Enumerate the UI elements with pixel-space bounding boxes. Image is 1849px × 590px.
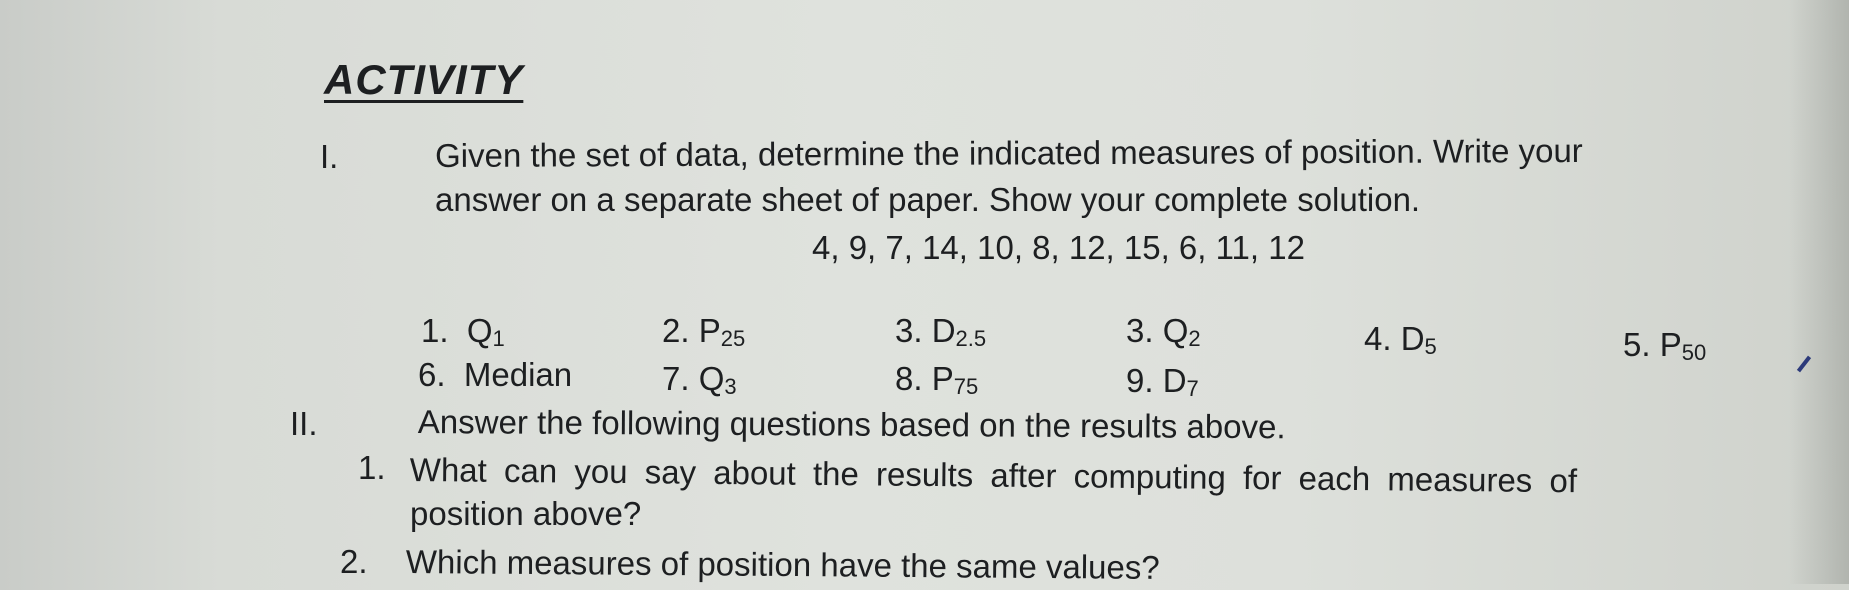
- item-number: 3.: [1126, 312, 1154, 349]
- item-symbol: D: [1162, 362, 1187, 399]
- item-symbol: D: [1400, 320, 1425, 357]
- question-1-number: 1.: [358, 449, 386, 486]
- item-d5: [1364, 320, 1437, 360]
- item-p75: [895, 360, 978, 400]
- item-number: 4.: [1364, 320, 1392, 357]
- item-subscript: 75: [953, 374, 979, 399]
- item-symbol: D: [931, 312, 956, 349]
- question-2-number: 2.: [340, 543, 368, 580]
- data-set: 4, 9, 7, 14, 10, 8, 12, 15, 6, 11, 12: [812, 229, 1305, 266]
- part-1-instruction-line-2: answer on a separate sheet of paper. Show your complete solution.: [435, 181, 1421, 218]
- activity-title: ACTIVITY: [324, 56, 524, 103]
- part-1-instruction-line-1: Given the set of data, determine the indicated measures of position. Write your: [435, 131, 1583, 174]
- item-symbol: P: [698, 312, 721, 349]
- item-q3: [662, 360, 737, 400]
- item-median: [418, 356, 572, 394]
- item-q1: [421, 312, 505, 352]
- item-subscript: 5: [1424, 334, 1437, 359]
- item-subscript: 1: [492, 326, 505, 351]
- item-number: 2.: [662, 312, 690, 349]
- item-number: 8.: [895, 360, 923, 397]
- item-subscript: 50: [1681, 340, 1707, 365]
- item-q2: [1126, 312, 1201, 352]
- item-p25: [662, 312, 745, 352]
- item-symbol: P: [931, 360, 954, 397]
- item-symbol: Q: [698, 360, 725, 397]
- question-2-line-1: Which measures of position have the same values?: [405, 542, 1160, 586]
- item-d7: [1126, 362, 1199, 402]
- part-1-numeral: I.: [320, 138, 339, 175]
- item-number: 5.: [1623, 326, 1651, 363]
- item-d2-5: [895, 312, 986, 352]
- item-number: 3.: [895, 312, 923, 349]
- item-symbol: Q: [1162, 312, 1189, 349]
- page-edge-shadow: [1789, 0, 1849, 584]
- item-subscript: 3: [724, 374, 737, 399]
- item-subscript: 2: [1188, 326, 1201, 351]
- item-symbol: Q: [466, 312, 493, 349]
- question-1-line-2: position above?: [410, 495, 642, 532]
- part-2-numeral: II.: [290, 405, 318, 442]
- question-1-line-1: What can you say about the results after computing for each measures of: [409, 450, 1578, 500]
- item-subscript: 7: [1186, 376, 1199, 401]
- item-subscript: 2.5: [955, 326, 987, 351]
- item-symbol: P: [1659, 326, 1682, 363]
- item-number: 1.: [421, 312, 449, 349]
- item-p50: [1623, 326, 1706, 366]
- item-subscript: 25: [720, 326, 746, 351]
- item-number: 7.: [662, 360, 690, 397]
- item-number: 6.: [418, 356, 446, 393]
- item-number: 9.: [1126, 362, 1154, 399]
- item-symbol: Median: [463, 356, 573, 393]
- part-2-instruction: Answer the following questions based on the results above.: [417, 402, 1286, 446]
